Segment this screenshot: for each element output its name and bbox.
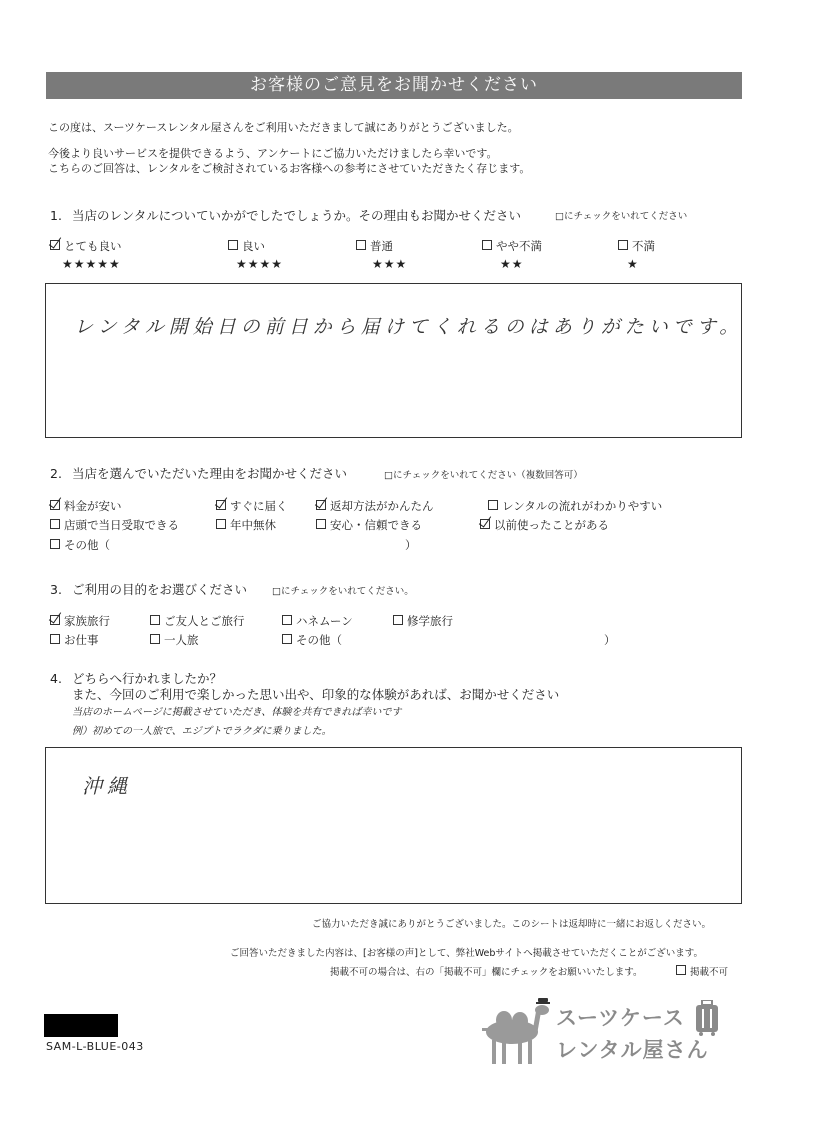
- q2-note: □にチェックをいれてください（複数回答可）: [384, 470, 583, 481]
- q3-note: □にチェックをいれてください。: [272, 586, 414, 597]
- q2-number: 2.: [50, 466, 62, 481]
- q4-text-1: どちらへ行かれましたか？: [72, 671, 223, 686]
- q3-option-solo-trip[interactable]: 一人旅: [150, 632, 199, 648]
- q1-option-average[interactable]: 普通: [356, 238, 393, 254]
- checkbox[interactable]: [50, 539, 60, 549]
- intro-line-2: 今後より良いサービスを提供できるよう、アンケートにご協力いただけましたら幸いです。: [48, 147, 498, 160]
- checkbox[interactable]: [618, 240, 628, 250]
- checkbox[interactable]: [50, 615, 60, 625]
- logo-text-line-1: スーツケース: [556, 1006, 685, 1030]
- checkbox[interactable]: [50, 634, 60, 644]
- q2-option-price[interactable]: 料金が安い: [50, 498, 122, 514]
- checkbox[interactable]: [316, 500, 326, 510]
- suitcase-icon: [694, 1000, 720, 1036]
- q1-number: 1.: [50, 208, 62, 223]
- q2-option-clear-process[interactable]: レンタルの流れがわかりやすい: [488, 498, 662, 514]
- rating-stars-2: ★★: [500, 257, 524, 271]
- intro-line-3: こちらのご回答は、レンタルをご検討されているお客様への参考にさせていただきたく存じます。: [48, 162, 531, 175]
- document-code: SAM-L-BLUE-043: [46, 1040, 144, 1053]
- rating-stars-3: ★★★: [372, 257, 408, 271]
- q1-text: 当店のレンタルについていかがでしたでしょうか。その理由もお聞かせください: [72, 208, 521, 223]
- checkbox[interactable]: [282, 634, 292, 644]
- q1-heading: [50, 206, 521, 224]
- q2-option-used-before[interactable]: 以前使ったことがある: [480, 517, 609, 533]
- q2-option-easy-return[interactable]: 返却方法がかんたん: [316, 498, 434, 514]
- checkbox[interactable]: [216, 519, 226, 529]
- checkbox[interactable]: [228, 240, 238, 250]
- q3-heading: [50, 580, 247, 598]
- q3-option-other[interactable]: その他（: [282, 632, 342, 648]
- q3-option-friends-trip[interactable]: ご友人とご旅行: [150, 613, 245, 629]
- q1-note: □にチェックをいれてください: [555, 211, 688, 222]
- checkbox[interactable]: [482, 240, 492, 250]
- q1-answer-box[interactable]: [45, 283, 742, 438]
- intro-line-1: この度は、スーツケースレンタル屋さんをご利用いただきまして誠にありがとうございました。: [48, 121, 519, 134]
- q3-option-family-trip[interactable]: 家族旅行: [50, 613, 110, 629]
- q3-number: 3.: [50, 582, 62, 597]
- q2-text: 当店を選んでいただいた理由をお聞かせください: [72, 466, 348, 481]
- q2-option-same-day-pickup[interactable]: 店頭で当日受取できる: [50, 517, 179, 533]
- redacted-block: [44, 1014, 118, 1037]
- q4-number: 4.: [50, 671, 62, 686]
- checkbox[interactable]: [50, 500, 60, 510]
- q4-handwritten-answer: 沖縄: [82, 774, 132, 798]
- checkbox[interactable]: [50, 240, 60, 250]
- checkbox[interactable]: [150, 634, 160, 644]
- q2-other-close-paren: ）: [405, 538, 417, 552]
- q4-sub-2: 例）初めての一人旅で、エジプトでラクダに乗りました。: [72, 726, 332, 737]
- q4-sub-1: 当店のホームページに掲載させていただき、体験を共有できれば幸いです: [72, 707, 402, 718]
- checkbox[interactable]: [356, 240, 366, 250]
- q3-other-close-paren: ）: [604, 633, 616, 647]
- checkbox[interactable]: [216, 500, 226, 510]
- footer-notice-1: ご回答いただきました内容は、[お客様の声]として、弊社Webサイトへ掲載させていただくことがございます。: [230, 948, 704, 959]
- q3-option-business[interactable]: お仕事: [50, 632, 99, 648]
- checkbox[interactable]: [393, 615, 403, 625]
- q4-text-2: また、今回のご利用で楽しかった思い出や、印象的な体験があれば、お聞かせください: [72, 687, 560, 702]
- q4-answer-box[interactable]: [45, 747, 742, 904]
- footer-notice-2: 掲載不可の場合は、右の「掲載不可」欄にチェックをお願いいたします。: [330, 967, 643, 978]
- footer-thanks: ご協力いただき誠にありがとうございました。このシートは返却時に一緒にお返しください。: [312, 919, 712, 930]
- no-publish-option[interactable]: 掲載不可: [676, 964, 728, 978]
- checkbox[interactable]: [282, 615, 292, 625]
- page-title: お客様のご意見をお聞かせください: [46, 72, 742, 99]
- q2-option-fast-delivery[interactable]: すぐに届く: [216, 498, 288, 514]
- q3-text: ご利用の目的をお選びください: [72, 582, 248, 597]
- q2-option-open-all-year[interactable]: 年中無休: [216, 517, 276, 533]
- rating-stars-1: ★: [627, 257, 639, 271]
- checkbox[interactable]: [480, 519, 490, 529]
- q1-option-very-good[interactable]: とても良い: [50, 238, 122, 254]
- company-logo: [472, 996, 722, 1068]
- q1-option-somewhat-unsatisfied[interactable]: やや不満: [482, 238, 542, 254]
- checkbox[interactable]: [316, 519, 326, 529]
- checkbox[interactable]: [488, 500, 498, 510]
- q2-heading: [50, 464, 347, 482]
- checkbox[interactable]: [150, 615, 160, 625]
- q1-handwritten-answer: レンタル開始日の前日から届けてくれるのはありがたいです。: [74, 316, 744, 338]
- camel-icon: [472, 996, 552, 1066]
- rating-stars-4: ★★★★: [236, 257, 284, 271]
- q1-option-unsatisfied[interactable]: 不満: [618, 238, 655, 254]
- checkbox[interactable]: [50, 519, 60, 529]
- q2-option-other[interactable]: その他（: [50, 537, 110, 553]
- q2-option-trustworthy[interactable]: 安心・信頼できる: [316, 517, 422, 533]
- q3-option-school-trip[interactable]: 修学旅行: [393, 613, 453, 629]
- logo-text-line-2: レンタル屋さん: [556, 1038, 709, 1062]
- q1-option-good[interactable]: 良い: [228, 238, 265, 254]
- checkbox[interactable]: [676, 965, 686, 975]
- rating-stars-5: ★★★★★: [62, 257, 121, 271]
- q3-option-honeymoon[interactable]: ハネムーン: [282, 613, 353, 629]
